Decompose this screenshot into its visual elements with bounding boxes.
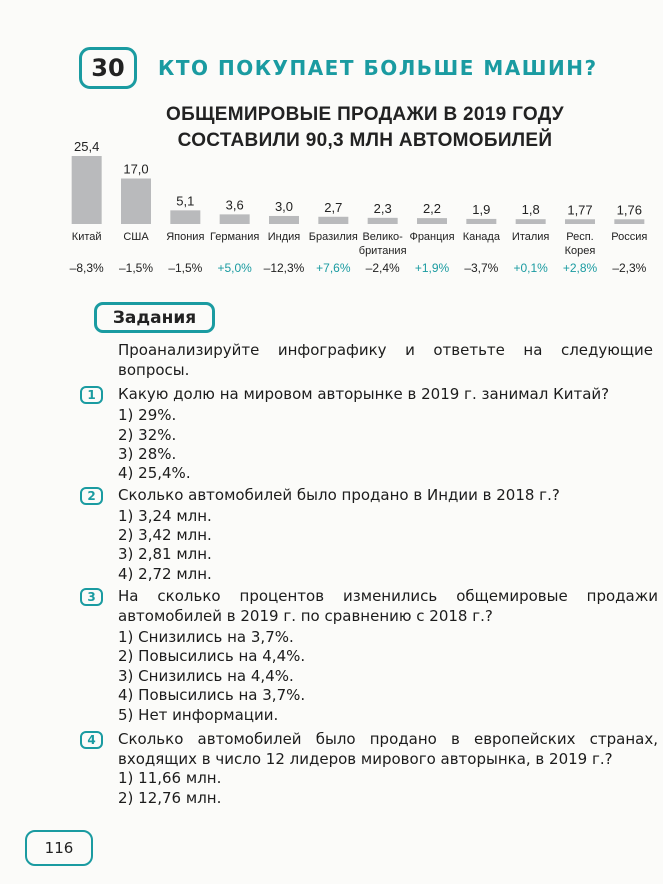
question-2-text: Сколько автомобилей было продано в Индии в 2018 г.?: [118, 486, 560, 504]
bar-9: [466, 219, 496, 224]
change-label-10: +0,1%: [513, 261, 548, 275]
question-1-option-2: 2) 32%.: [118, 426, 177, 444]
lesson-number-badge: 30: [79, 47, 137, 89]
question-3-option-4: 4) Повысились на 3,7%.: [118, 686, 306, 704]
category-label-3-line-1: Япония: [166, 231, 205, 243]
change-label-12: –2,3%: [612, 261, 647, 275]
question-4-option-1: 1) 11,66 млн.: [118, 769, 222, 787]
category-label-5-line-1: Индия: [267, 231, 301, 243]
question-1-option-1: 1) 29%.: [118, 406, 177, 424]
category-label-7-line-1: Велико-: [362, 231, 403, 243]
category-label-10-line-1: Италия: [511, 231, 550, 243]
question-4-option-2: 2) 12,76 млн.: [118, 789, 222, 807]
question-3-option-2: 2) Повысились на 4,4%.: [118, 647, 306, 665]
category-label-1-line-1: Китай: [71, 231, 102, 243]
sales-bar-chart: [0, 0, 663, 290]
value-label-10: 1,8: [521, 202, 540, 218]
question-2-number: 2: [80, 487, 103, 505]
bar-10: [516, 219, 546, 224]
category-label-11-line-2: Корея: [564, 245, 596, 257]
category-label-9-line-1: Канада: [462, 231, 500, 243]
bar-4: [220, 214, 250, 224]
tasks-intro: Проанализируйте инфографику и ответьте на следующие вопросы.: [118, 341, 653, 379]
infographic-title-line-2: СОСТАВИЛИ 90,3 МЛН АВТОМОБИЛЕЙ: [177, 130, 553, 151]
question-1-text: Какую долю на мировом авторынке в 2019 г. занимал Китай?: [118, 385, 610, 403]
question-3-option-5: 5) Нет информации.: [118, 706, 279, 724]
value-label-5: 3,0: [274, 198, 294, 214]
question-4-text: Сколько автомобилей было продано в европейских странах, входящих в число 12 лидеров мирового авторынка, в 2019 г.?: [118, 730, 658, 768]
value-label-3: 5,1: [176, 193, 195, 209]
question-4-number: 4: [80, 731, 103, 749]
category-label-4-line-1: Германия: [210, 231, 260, 243]
bar-1: [72, 156, 102, 224]
infographic-title-line-1: ОБЩЕМИРОВЫЕ ПРОДАЖИ В 2019 ГОДУ: [166, 104, 564, 125]
change-label-4: +5,0%: [217, 261, 252, 275]
bar-3: [170, 210, 200, 224]
bar-5: [269, 216, 299, 224]
value-label-9: 1,9: [472, 201, 491, 217]
category-label-8-line-1: Франция: [409, 231, 455, 243]
bar-12: [614, 219, 644, 224]
tasks-heading: Задания: [94, 302, 215, 333]
change-label-3: –1,5%: [168, 261, 203, 275]
question-2-option-2: 2) 3,42 млн.: [118, 526, 212, 544]
question-1-option-4: 4) 25,4%.: [118, 464, 191, 482]
value-label-2: 17,0: [123, 161, 149, 177]
bar-7: [368, 218, 398, 224]
bar-6: [318, 217, 348, 224]
value-label-6: 2,7: [324, 199, 343, 215]
change-label-11: +2,8%: [562, 261, 598, 275]
category-label-12-line-1: Россия: [611, 231, 648, 243]
value-label-7: 2,3: [373, 200, 392, 216]
question-3-option-3: 3) Снизились на 4,4%.: [118, 667, 294, 685]
category-label-6-line-1: Бразилия: [308, 231, 358, 243]
value-label-12: 1,76: [616, 202, 642, 218]
change-label-8: +1,9%: [414, 261, 450, 275]
bar-11: [565, 219, 595, 224]
change-label-6: +7,6%: [316, 261, 351, 275]
question-2-option-4: 4) 2,72 млн.: [118, 565, 212, 583]
question-1-number: 1: [80, 386, 103, 404]
category-label-11-line-1: Респ.: [566, 231, 594, 243]
value-label-8: 2,2: [422, 201, 442, 217]
category-label-7-line-2: британия: [358, 245, 407, 257]
bar-2: [121, 178, 151, 224]
question-3-number: 3: [80, 588, 103, 606]
bar-8: [417, 218, 447, 224]
change-label-9: –3,7%: [464, 261, 499, 275]
value-label-1: 25,4: [74, 139, 100, 154]
change-label-7: –2,4%: [365, 261, 400, 275]
question-3-text: На сколько процентов изменились общемировые продажи автомобилей в 2019 г. по сравнению с 2018 г.?: [118, 587, 658, 625]
change-label-2: –1,5%: [118, 261, 154, 275]
question-1-option-3: 3) 28%.: [118, 445, 177, 463]
change-label-1: –8,3%: [69, 261, 104, 275]
change-label-5: –12,3%: [263, 261, 305, 275]
question-2-option-3: 3) 2,81 млн.: [118, 545, 212, 563]
question-2-option-1: 1) 3,24 млн.: [118, 507, 212, 525]
question-3-option-1: 1) Снизились на 3,7%.: [118, 628, 294, 646]
category-label-2-line-1: США: [123, 231, 149, 243]
page-number: 116: [25, 830, 93, 866]
lesson-title: КТО ПОКУПАЕТ БОЛЬШЕ МАШИН?: [158, 56, 598, 80]
value-label-11: 1,77: [567, 202, 593, 218]
value-label-4: 3,6: [225, 197, 244, 213]
